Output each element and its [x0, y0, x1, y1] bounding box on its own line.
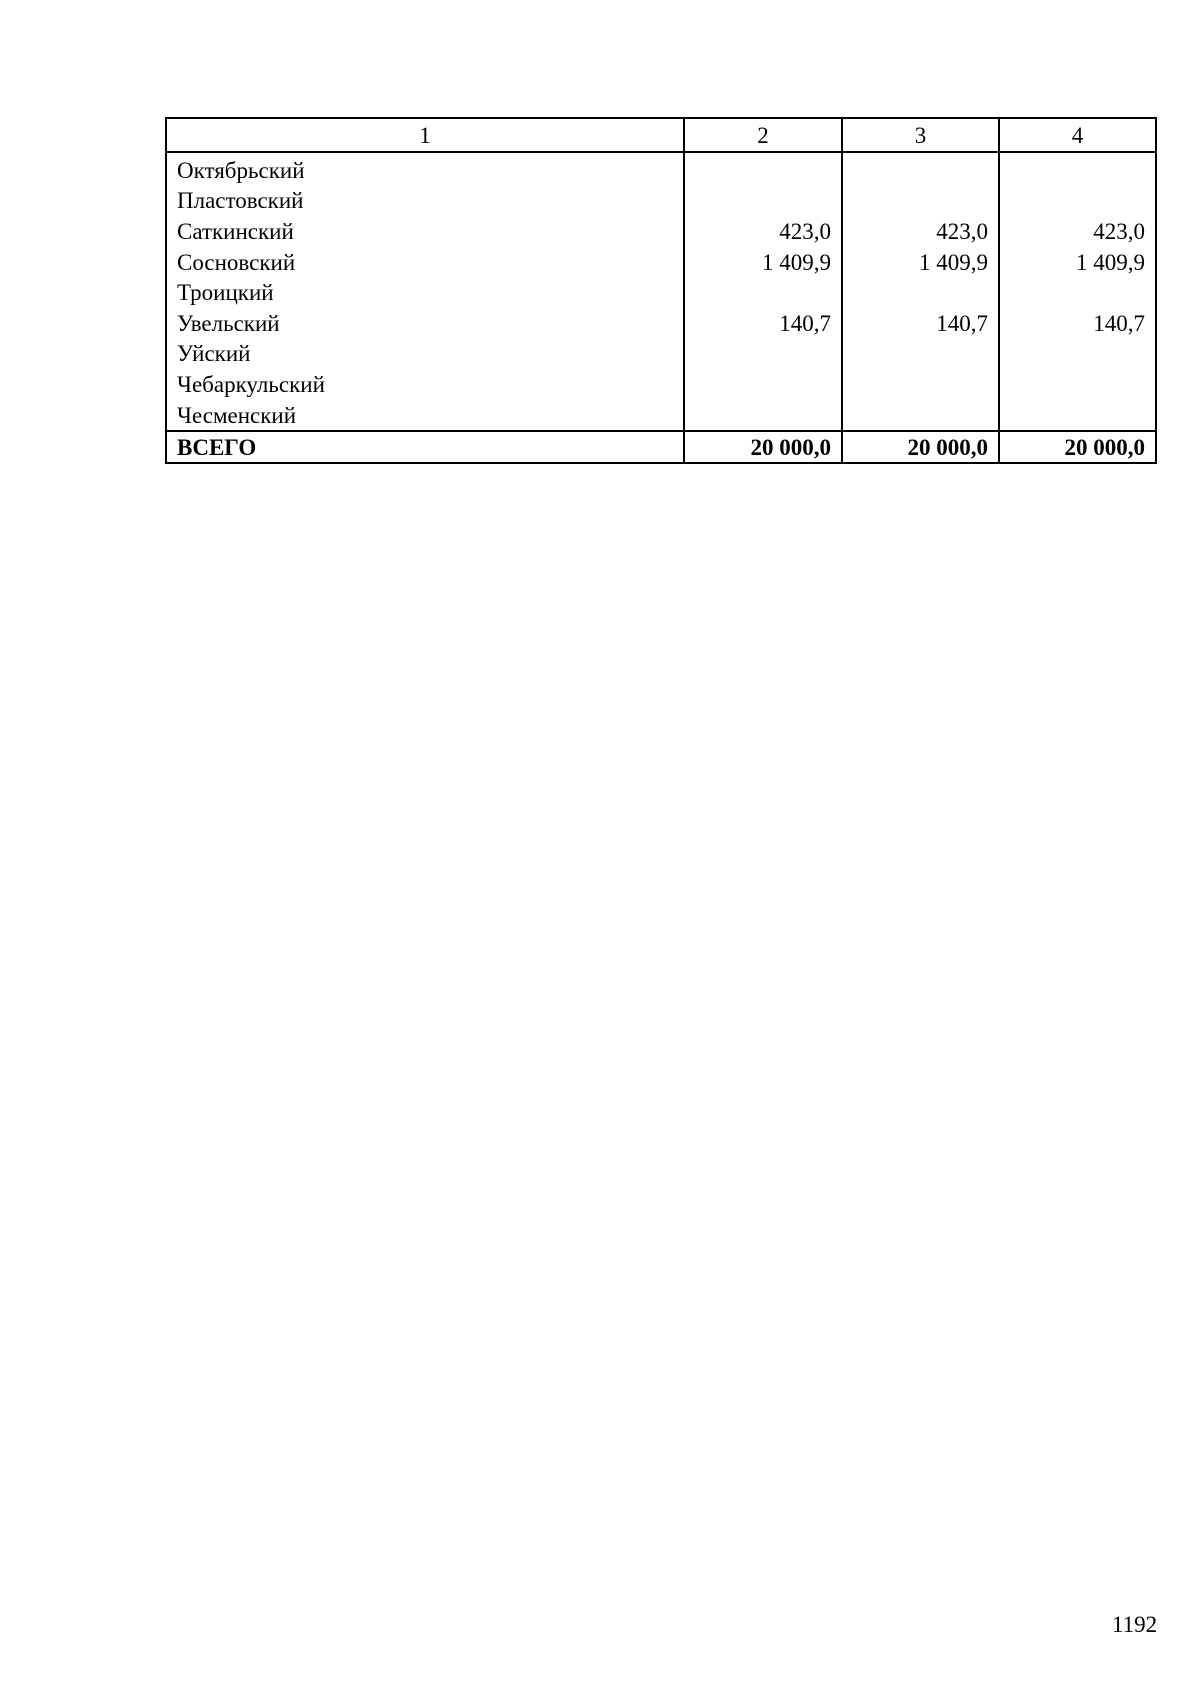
value-col-2: [684, 400, 842, 432]
header-row: [166, 118, 1156, 152]
total-col-3: 20 000,0: [842, 431, 999, 463]
district-name: Октябрьский: [166, 152, 684, 186]
value-col-4: 1 409,9: [999, 247, 1156, 278]
value-col-2: [684, 152, 842, 186]
table-row: [166, 369, 1156, 400]
value-col-4: [999, 152, 1156, 186]
total-col-4: 20 000,0: [999, 431, 1156, 463]
district-name: Сосновский: [166, 247, 684, 278]
total-col-2: 20 000,0: [684, 431, 842, 463]
value-col-2: 423,0: [684, 216, 842, 247]
district-name: Саткинский: [166, 216, 684, 247]
header-cell-2: 2: [684, 118, 842, 152]
value-col-4: [999, 339, 1156, 370]
value-col-2: 1 409,9: [684, 247, 842, 278]
table-row: [166, 186, 1156, 217]
table-row: [166, 216, 1156, 247]
value-col-2: [684, 369, 842, 400]
value-col-2: [684, 339, 842, 370]
value-col-3: 423,0: [842, 216, 999, 247]
value-col-4: [999, 369, 1156, 400]
value-col-2: [684, 186, 842, 217]
value-col-2: 140,7: [684, 308, 842, 339]
district-name: Увельский: [166, 308, 684, 339]
value-col-4: [999, 400, 1156, 432]
district-name: Троицкий: [166, 277, 684, 308]
value-col-3: [842, 186, 999, 217]
table-row: [166, 247, 1156, 278]
value-col-3: [842, 339, 999, 370]
table-row: [166, 308, 1156, 339]
district-name: Пластовский: [166, 186, 684, 217]
value-col-3: 140,7: [842, 308, 999, 339]
value-col-4: [999, 277, 1156, 308]
value-col-3: [842, 400, 999, 432]
value-col-4: 140,7: [999, 308, 1156, 339]
budget-table: [165, 117, 1157, 464]
header-cell-4: 4: [999, 118, 1156, 152]
header-cell-3: 3: [842, 118, 999, 152]
value-col-3: 1 409,9: [842, 247, 999, 278]
value-col-4: [999, 186, 1156, 217]
page-number: 1192: [1112, 1612, 1158, 1637]
value-col-2: [684, 277, 842, 308]
table-row: [166, 400, 1156, 432]
district-name: Чесменский: [166, 400, 684, 432]
table-row: [166, 339, 1156, 370]
total-label: ВСЕГО: [166, 431, 684, 463]
district-name: Чебаркульский: [166, 369, 684, 400]
table-row: [166, 277, 1156, 308]
value-col-3: [842, 152, 999, 186]
district-name: Уйский: [166, 339, 684, 370]
value-col-4: 423,0: [999, 216, 1156, 247]
value-col-3: [842, 277, 999, 308]
header-cell-1: 1: [166, 118, 684, 152]
value-col-3: [842, 369, 999, 400]
total-row: [166, 431, 1156, 463]
table-row: [166, 152, 1156, 186]
